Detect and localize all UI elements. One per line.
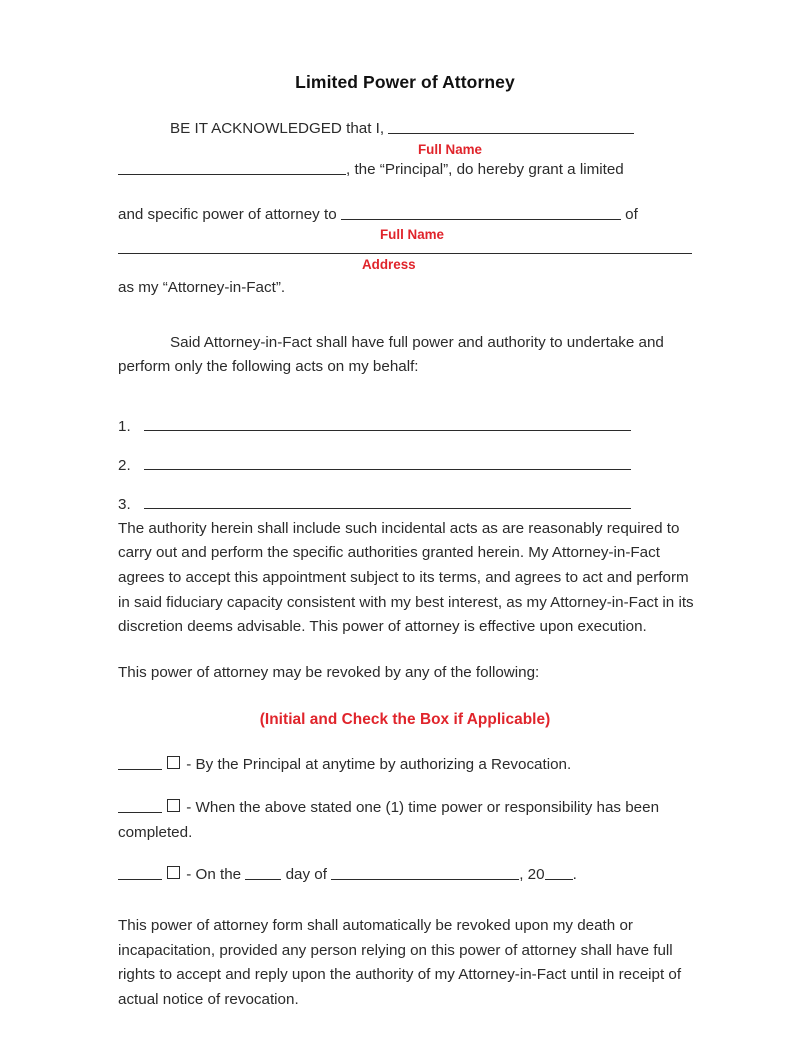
page-title: Limited Power of Attorney [295,72,515,92]
revocation-option-1-dash: - [186,756,192,774]
authority-paragraph: The authority herein shall include such incidental acts as are reasonably required to carry out and perform the specific authorities granted herein. My Attorney-in-Fact agrees to accept this appointment subject to its terms, and agrees to act and perform in said fiduciary capacity consistent with my best interest, as my Attorney-in-Fact in its discretion deems advisable. This power of attorney is effective upon execution. [118,519,694,636]
act-blank-1[interactable] [144,416,631,431]
acts-intro-paragraph: Said Attorney-in-Fact shall have full power and authority to undertake and perform only the following acts on my behalf: [118,333,664,376]
list-item-number: 1. [118,417,131,435]
list-item [118,494,692,513]
checkbox-icon[interactable] [167,866,180,879]
checkbox-icon[interactable] [167,799,180,812]
revocation-heading: (Initial and Check the Box if Applicable) [259,711,551,729]
annotation-full-name-attorney: Full Name [380,227,444,243]
date-option-prefix: On the [195,866,242,884]
year-blank[interactable] [545,866,573,881]
date-option-comma: , [519,866,524,884]
attorney-in-fact-designation: as my “Attorney-in-Fact”. [118,278,286,296]
revocation-option-1-text: By the Principal at anytime by authorizing a Revocation. [195,756,572,774]
date-option-dash: - [186,866,192,884]
principal-name-blank[interactable] [388,119,634,134]
acknowledgement-line-2 [118,158,692,183]
initials-blank-1[interactable] [118,756,162,771]
principal-name-blank-continued[interactable] [118,159,346,174]
list-item [118,416,692,435]
attorney-line [118,203,692,228]
acknowledgement-line-2-text: , the “Principal”, do hereby grant a limited [346,160,624,178]
act-blank-3[interactable] [144,494,631,509]
attorney-name-block [118,203,692,243]
initials-blank-3[interactable] [118,866,162,881]
date-option-year-prefix: 20 [527,866,545,884]
list-item-number: 3. [118,495,131,513]
acts-list [118,416,692,513]
annotation-address: Address [362,256,416,272]
list-item [118,455,692,474]
day-blank[interactable] [245,866,281,881]
month-blank[interactable] [331,866,519,881]
date-option-period: . [572,866,577,884]
revocation-intro-paragraph: This power of attorney may be revoked by any of the following: [118,663,540,681]
document-body [118,72,692,1012]
acknowledgement-line-1 [118,117,692,142]
revocation-option-2 [118,796,694,845]
revocation-option-1 [118,753,692,778]
address-block [118,252,692,272]
attorney-lead-text: and specific power of attorney to [118,206,337,224]
list-item-number: 2. [118,456,131,474]
act-blank-2[interactable] [144,455,631,470]
revocation-option-date [118,863,692,888]
checkbox-icon[interactable] [167,756,180,769]
attorney-line-tail: of [625,206,638,224]
closing-paragraph: This power of attorney form shall automatically be revoked upon my death or incapacitation, provided any person relying on this power of attorney shall have full rights to accept and reply upon the authority of my Attorney-in-Fact until in receipt of actual notice of revocation. [118,916,682,1008]
annotation-full-name-principal: Full Name [418,142,482,157]
revocation-option-2-dash: - [186,799,192,817]
attorney-name-blank[interactable] [341,205,621,220]
date-option-mid: day of [285,866,327,884]
acknowledgement-block [118,117,692,157]
revocation-option-2-text: When the above stated one (1) time power or responsibility has been completed. [118,799,660,841]
attorney-address-blank[interactable] [118,252,692,254]
acknowledgement-lead-text: BE IT ACKNOWLEDGED that I, [170,120,385,137]
initials-blank-2[interactable] [118,798,162,813]
